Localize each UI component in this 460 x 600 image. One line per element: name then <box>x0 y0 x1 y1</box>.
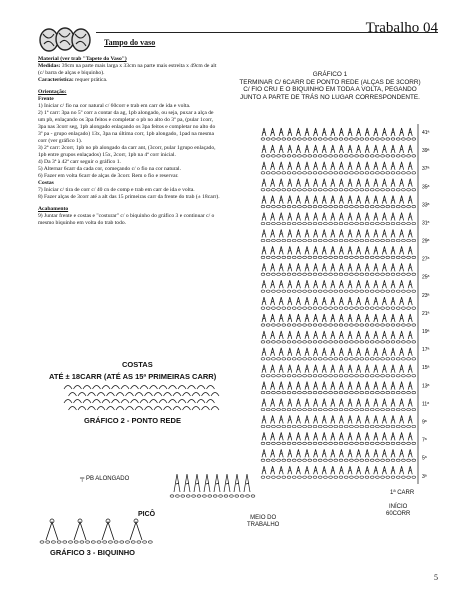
chain-row <box>261 408 416 410</box>
chain-mark <box>114 541 118 543</box>
row-number: 41ª <box>422 130 430 136</box>
picot-stitch <box>74 522 86 540</box>
chain-arch <box>188 400 196 404</box>
acabamento-label: Acabamento <box>38 206 69 212</box>
chain-arch <box>164 407 172 411</box>
chain-mark <box>63 541 67 543</box>
row-number: 15ª <box>422 365 430 372</box>
row-number: 17ª <box>422 347 430 354</box>
chain-arch <box>107 393 115 397</box>
chain-mark <box>80 541 84 543</box>
start-label-line: 60CORR <box>386 511 411 517</box>
page-number: 5 <box>434 573 438 582</box>
chain-arch <box>154 393 162 397</box>
chain-arch <box>121 386 129 390</box>
chain-mark <box>203 495 207 497</box>
row-number: 27ª <box>422 256 430 263</box>
chain-row <box>261 172 416 174</box>
orientacao-label: Orientação: <box>38 89 67 95</box>
start-label <box>386 504 410 518</box>
grafico2-ponto-rede-chart <box>60 380 220 412</box>
chain-mark <box>69 541 73 543</box>
stitch-mark <box>184 474 190 492</box>
row-number: 13ª <box>422 383 430 390</box>
chain-arch <box>78 407 86 411</box>
grafico1-caption-line: C/ FIO CRU E O BIQUINHO EM TODA A VOLTA, PEGANDO <box>243 86 417 93</box>
stitch-mark <box>244 474 250 492</box>
chain-mark <box>137 541 141 543</box>
chain-arch <box>83 400 91 404</box>
chain-arch <box>178 386 186 390</box>
stitch-row <box>262 263 412 271</box>
frente-step: 1) Iniciar c/ fio na cor natural c/ 60corr e trab em carr de ida e volta. <box>38 103 191 109</box>
row-number: 33ª <box>422 202 430 209</box>
chain-arch <box>169 386 177 390</box>
row-number: 21ª <box>422 310 430 317</box>
chain-arch <box>83 386 91 390</box>
row-number: 9ª <box>422 419 427 426</box>
grafico2-caption: GRÁFICO 2 - PONTO REDE <box>84 416 181 425</box>
chain-mark <box>91 541 95 543</box>
grafico1-caption-line: GRÁFICO 1 <box>312 71 348 78</box>
stitch-mark <box>204 474 210 492</box>
grafico1-caption-line: JUNTO A PARTE DE TRÁS NO LUGAR CORRESPONDENTE. <box>240 93 420 101</box>
row-number: 29ª <box>422 238 430 245</box>
stitch-row <box>262 128 412 136</box>
three-knots-logo-icon <box>38 24 94 54</box>
chain-row <box>261 425 416 427</box>
stitch-row <box>262 280 412 288</box>
stitch-row <box>262 415 412 423</box>
chain-arch <box>211 407 219 411</box>
pico-label: PICÔ <box>138 511 156 518</box>
chain-arch <box>183 407 191 411</box>
chain-arch <box>93 400 101 404</box>
chain-arch <box>112 400 120 404</box>
stitch-row <box>262 365 412 373</box>
chain-mark <box>181 495 185 497</box>
row-number: 35ª <box>422 184 430 191</box>
frente-step: 3) 2ª carr: 2corr, 1pb no pb alongado da carr ant, (3corr, pular 1grupo enlaçado, 1pb entre grupos enlaçados) 15x, 2corr, 1pb na 4ª corr inicial. <box>38 145 216 158</box>
chain-arch <box>69 393 77 397</box>
chain-mark <box>148 541 152 543</box>
chain-arch <box>88 407 96 411</box>
grafico1-caption <box>230 71 430 101</box>
chain-arch <box>69 407 77 411</box>
stitch-mark <box>234 474 240 492</box>
stitch-mark <box>224 474 230 492</box>
stitch-row <box>262 246 412 254</box>
stitch-row <box>262 297 412 305</box>
chain-row <box>261 358 416 360</box>
chain-mark <box>131 541 135 543</box>
row-number: 23ª <box>422 292 430 299</box>
row-number: 3ª <box>422 473 427 480</box>
chain-arch <box>192 407 200 411</box>
caracteristica-label: Característica: <box>38 77 74 83</box>
chain-row <box>261 256 416 258</box>
stitch-mark <box>194 474 200 492</box>
chain-arch <box>131 386 139 390</box>
page-title: Trabalho 04 <box>365 20 438 36</box>
chain-arch <box>173 407 181 411</box>
chain-arch <box>173 393 181 397</box>
stitch-row <box>262 331 412 339</box>
row-number: 37ª <box>422 166 430 173</box>
middle-label-line: TRABALHO <box>247 522 280 528</box>
chain-arch <box>116 393 124 397</box>
stitch-mark <box>174 474 180 492</box>
chain-arch <box>188 386 196 390</box>
stitch-row <box>262 432 412 440</box>
chain-mark <box>240 495 244 497</box>
grafico3-biquinho-chart <box>38 516 158 546</box>
frente-step: 5) Alternar 6carr da cada cor, começando c/ o fio na cor natural. <box>38 166 181 172</box>
frente-step: 4) Da 3ª à 42ª carr seguir o gráfico 1. <box>38 159 121 165</box>
row-number: 11ª <box>422 401 430 408</box>
stitch-row <box>262 348 412 356</box>
acabamento-text: 9) Juntar frente e costas e "costurar" c/ o biquinho do gráfico 3 e continuar c/ o mesmo biquinho em volta do trab todo. <box>38 213 215 226</box>
chain-mark <box>103 541 107 543</box>
chain-arch <box>64 400 72 404</box>
chain-arch <box>126 393 134 397</box>
chain-row <box>261 138 416 140</box>
chain-arch <box>207 386 215 390</box>
chain-arch <box>183 393 191 397</box>
chain-arch <box>78 393 86 397</box>
chain-arch <box>202 407 210 411</box>
picot-stitch <box>102 522 114 540</box>
chain-arch <box>150 386 158 390</box>
chain-mark <box>230 495 234 497</box>
chain-row <box>261 189 416 191</box>
costas-title: COSTAS <box>122 360 153 369</box>
chain-arch <box>121 400 129 404</box>
first-row-label: 1ª CARR <box>390 490 415 496</box>
chain-mark <box>246 495 250 497</box>
stitch-row <box>262 229 412 237</box>
chain-arch <box>159 386 167 390</box>
chain-mark <box>176 495 180 497</box>
chain-arch <box>102 400 110 404</box>
stitch-row <box>262 162 412 170</box>
chain-arch <box>88 393 96 397</box>
stitch-mark <box>214 474 220 492</box>
chain-arch <box>150 400 158 404</box>
chain-arch <box>202 393 210 397</box>
chain-arch <box>126 407 134 411</box>
chain-row <box>261 239 416 241</box>
costas-step: 7) Iniciar c/ tira de corr c/ 40 cn de comp e trab em carr de ida e volta. <box>38 187 195 193</box>
chain-mark <box>251 495 255 497</box>
stitch-row <box>262 145 412 153</box>
instructions-column <box>38 56 220 227</box>
chain-arch <box>97 393 105 397</box>
costas-step: 8) Fazer alças de 3corr até a alt das 15 primeiras carr da frente do trab (± 18carr). <box>38 194 220 200</box>
pb-alongado-label: PB ALONGADO <box>85 476 130 482</box>
stitch-row <box>262 179 412 187</box>
chain-mark <box>97 541 101 543</box>
chain-arch <box>64 386 72 390</box>
medidas-text: 39cm na parte mais larga x 33cm na parte mais estreita x 49cm de alt (c/ barra de alças e biquinho). <box>38 63 217 76</box>
row-number: 39ª <box>422 148 430 155</box>
chain-arch <box>192 393 200 397</box>
grafico1-crochet-chart <box>258 120 434 492</box>
row-number: 5ª <box>422 455 427 462</box>
chain-mark <box>219 495 223 497</box>
stitch-row <box>262 213 412 221</box>
chain-mark <box>120 541 124 543</box>
row-number: 31ª <box>422 220 430 227</box>
chain-mark <box>213 495 217 497</box>
chain-arch <box>164 393 172 397</box>
chain-mark <box>108 541 112 543</box>
chain-mark <box>186 495 190 497</box>
chain-row <box>261 442 416 444</box>
frente-step: 2) 1ª carr: 3pa no 5º corr a contar da ag, 1pb alongado, ou seja, puxar a alça de um pb, enlaçando os 3pa feitos e completar o pb no alto do 3º pa, (pular 1corr, 3pa nas 3corr seg, 1pb alongado enlaçando os 3pa feitos e completar no alto do 3º pa - grupo enlaçado) 13x, 3pa na última corr, 1pb alongado, 1pad na mesma corr (ver gráfico 1). <box>38 110 216 144</box>
chain-mark <box>51 541 55 543</box>
frente-step: 6) Fazer em volta 6carr de alças de 3corr. Rem o fio e reservar. <box>38 173 179 179</box>
medidas-label: Medidas: <box>38 63 61 69</box>
chain-arch <box>135 393 143 397</box>
chain-arch <box>207 400 215 404</box>
chain-arch <box>211 393 219 397</box>
chain-arch <box>178 400 186 404</box>
caracteristica-line <box>38 77 220 84</box>
picot-stitch <box>130 522 142 540</box>
chain-arch <box>197 400 205 404</box>
chain-mark <box>170 495 174 497</box>
stitch-row <box>262 314 412 322</box>
chain-mark <box>143 541 147 543</box>
chain-mark <box>74 541 78 543</box>
chain-mark <box>235 495 239 497</box>
chain-arch <box>145 393 153 397</box>
chain-mark <box>86 541 90 543</box>
chain-arch <box>159 400 167 404</box>
stitch-row <box>262 196 412 204</box>
chain-arch <box>140 386 148 390</box>
row-number: 7ª <box>422 437 427 444</box>
caracteristica-text: requer prática. <box>75 77 108 83</box>
stitch-detail-diagram <box>168 454 258 504</box>
chain-row <box>261 273 416 275</box>
chain-mark <box>40 541 44 543</box>
chain-arch <box>169 400 177 404</box>
chain-arch <box>97 407 105 411</box>
stitch-row <box>262 449 412 457</box>
grafico1-caption-line: TERMINAR C/ 6CARR DE PONTO REDE (ALÇAS DE 3CORR) <box>239 78 421 86</box>
chain-mark <box>57 541 61 543</box>
row-number: 25ª <box>422 274 430 281</box>
chain-row <box>261 155 416 157</box>
start-label-line: INÍCIO <box>389 504 408 510</box>
chain-arch <box>131 400 139 404</box>
costas-subtitle: ATÉ ± 18CARR (ATÉ AS 15ª PRIMEIRAS CARR) <box>49 372 217 381</box>
middle-label <box>247 515 279 529</box>
chain-row <box>261 341 416 343</box>
chain-arch <box>74 400 82 404</box>
grafico3-caption: GRÁFICO 3 - BIQUINHO <box>50 548 136 557</box>
frente-label: Frente <box>38 96 54 102</box>
medidas-line <box>38 63 220 77</box>
chain-row <box>261 324 416 326</box>
costas-label: Costas <box>38 180 54 186</box>
chain-row <box>261 222 416 224</box>
chain-row <box>261 476 416 478</box>
chain-mark <box>208 495 212 497</box>
chain-mark <box>197 495 201 497</box>
chain-row <box>261 307 416 309</box>
picot-stitch <box>46 522 58 540</box>
stitch-row <box>262 382 412 390</box>
chain-row <box>261 459 416 461</box>
chain-arch <box>116 407 124 411</box>
chain-arch <box>140 400 148 404</box>
chain-arch <box>102 386 110 390</box>
chain-arch <box>93 386 101 390</box>
middle-label-line: MEIO DO <box>250 515 277 521</box>
chain-arch <box>112 386 120 390</box>
chain-mark <box>224 495 228 497</box>
chain-row <box>261 205 416 207</box>
chain-arch <box>154 407 162 411</box>
pb-alongado-legend <box>80 476 129 482</box>
stitch-row <box>262 399 412 407</box>
chain-row <box>261 391 416 393</box>
chain-arch <box>107 407 115 411</box>
section-title: Tampo do vaso <box>104 38 156 47</box>
chain-row <box>261 375 416 377</box>
chain-arch <box>74 386 82 390</box>
chain-mark <box>126 541 130 543</box>
material-label: Material (ver trab "Tapete do Vaso") <box>38 56 127 62</box>
chain-arch <box>145 407 153 411</box>
chain-arch <box>135 407 143 411</box>
chain-mark <box>192 495 196 497</box>
pb-alongado-symbol-icon: ╤ <box>80 476 85 482</box>
chain-arch <box>197 386 205 390</box>
stitch-row <box>262 466 412 474</box>
chain-row <box>261 290 416 292</box>
row-number: 19ª <box>422 329 430 336</box>
chain-mark <box>46 541 50 543</box>
